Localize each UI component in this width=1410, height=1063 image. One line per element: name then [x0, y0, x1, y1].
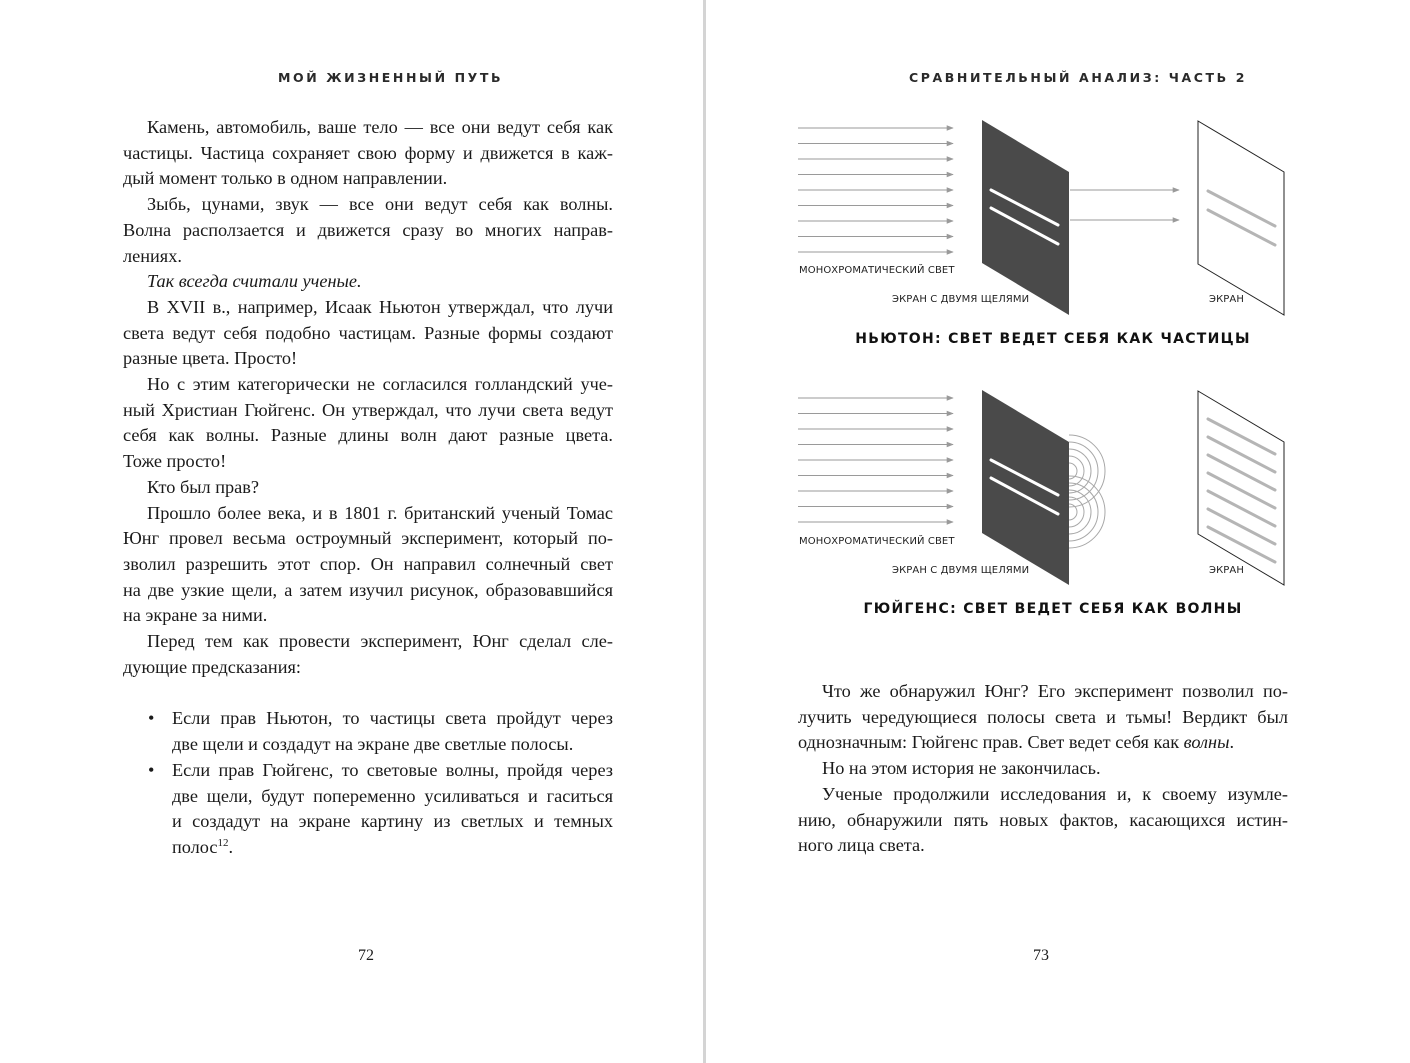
text-line: Перед тем как провести эксперимент, Юнг сделал сле-: [147, 631, 613, 652]
double-slit-barrier: [982, 120, 1069, 315]
screen-label: ЭКРАН: [1209, 294, 1244, 305]
newton-diagram-graphic: [798, 118, 1290, 318]
text-line: Но на этом история не закончилась.: [822, 758, 1101, 779]
text-line: лениях.: [123, 245, 182, 266]
light-source-label: МОНОХРОМАТИЧЕСКИЙ СВЕТ: [799, 265, 955, 276]
footnote-ref: 12: [217, 836, 229, 849]
page-number: 72: [358, 947, 374, 964]
text-line: Кто был прав?: [147, 476, 260, 497]
text-line: Прошло более века, и в 1801 г. британский ученый Томас: [147, 502, 613, 523]
text-line: частицы. Частица сохраняет свою форму и движется в каж-: [123, 142, 613, 163]
barrier-label: ЭКРАН С ДВУМЯ ЩЕЛЯМИ: [892, 294, 1030, 305]
running-head: МОЙ ЖИЗНЕННЫЙ ПУТЬ: [278, 70, 504, 85]
newton-caption: НЬЮТОН: СВЕТ ВЕДЕТ СЕБЯ КАК ЧАСТИЦЫ: [855, 331, 1251, 347]
running-head: СРАВНИТЕЛЬНЫЙ АНАЛИЗ: ЧАСТЬ 2: [909, 70, 1247, 85]
text-line: В XVII в., например, Исаак Ньютон утверждал, что лучи: [147, 296, 613, 317]
incident-light-rays: [798, 128, 953, 252]
page-number: 73: [1033, 947, 1049, 964]
text-line: дый момент только в одном направлении.: [123, 168, 448, 189]
text-line: зволил разрешить этот спор. Он направил солнечный свет: [123, 553, 613, 574]
list-item: [123, 706, 613, 757]
newton-diagram: [798, 118, 1290, 318]
text-fragment: .: [228, 836, 234, 857]
text-fragment: .: [1229, 732, 1235, 753]
body-text: [798, 679, 1288, 859]
text-line: Но с этим категорически не согласился голландский уче-: [147, 374, 613, 395]
huygens-diagram-graphic: [798, 388, 1290, 588]
detection-screen: [1198, 121, 1284, 315]
text-line: Юнг провел весьма остроумный эксперимент, который по-: [123, 528, 613, 549]
right-page: [706, 0, 1410, 1063]
text-fragment: однозначным: Гюйгенс прав. Свет ведет себя как: [798, 732, 1180, 753]
text-line: две щели, будут попеременно усиливаться и гаситься: [172, 785, 613, 806]
text-line: на две узкие щели, а затем изучил рисунок, образовавшийся: [123, 579, 613, 600]
text-line: разные цвета. Просто!: [123, 348, 298, 369]
text-line: Камень, автомобиль, ваше тело — все они ведут себя как: [147, 117, 613, 137]
text-line: • Если прав Гюйгенс, то световые волны, пройдя через: [172, 759, 613, 780]
light-source-label: МОНОХРОМАТИЧЕСКИЙ СВЕТ: [799, 536, 955, 547]
text-line: [172, 835, 613, 861]
text-line: и создадут на экране картину из светлых и темных: [172, 811, 613, 832]
text-line: Волна расползается и движется сразу во многих направ-: [123, 219, 613, 240]
text-line: дующие предсказания:: [123, 656, 301, 677]
italic-text: волны: [1183, 732, 1230, 753]
italic-line: [123, 269, 613, 295]
text-line: ного лица света.: [798, 835, 925, 856]
text-line: нию, обнаружили пять новых фактов, касающихся истин-: [798, 809, 1288, 830]
predictions-list: [123, 706, 613, 860]
text-line: ный Христиан Гюйгенс. Он утверждал, что лучи света ведут: [123, 399, 613, 420]
text-line: Тоже просто!: [123, 451, 227, 472]
screen-label: ЭКРАН: [1209, 565, 1244, 576]
text-line: Ученые продолжили исследования и, к своему изумле-: [822, 783, 1288, 804]
huygens-diagram: [798, 388, 1290, 588]
text-line: себя как волны. Разные длины волн дают разные цвета.: [123, 425, 613, 446]
text-line: на экране за ними.: [123, 605, 268, 626]
left-page: [0, 0, 703, 1063]
body-text: [123, 115, 613, 861]
text-line: две щели и создадут на экране две светлые полосы.: [172, 734, 574, 755]
barrier-label: ЭКРАН С ДВУМЯ ЩЕЛЯМИ: [892, 565, 1030, 576]
diffraction-waves: [1069, 435, 1105, 548]
italic-text: Так всегда считали ученые.: [147, 271, 362, 292]
list-item: [123, 758, 613, 861]
text-line: света ведут себя подобно частицам. Разные формы создают: [123, 322, 613, 343]
text-line: лучить чередующиеся полосы света и тьмы! Вердикт был: [798, 706, 1288, 727]
double-slit-barrier: [982, 390, 1069, 585]
text-fragment: полос: [172, 836, 218, 857]
text-line: Зыбь, цунами, звук — все они ведут себя как волны.: [147, 194, 613, 215]
incident-light-rays: [798, 398, 953, 522]
text-line: [798, 730, 1288, 756]
huygens-caption: ГЮЙГЕНС: СВЕТ ВЕДЕТ СЕБЯ КАК ВОЛНЫ: [863, 601, 1243, 617]
text-line: Что же обнаружил Юнг? Его эксперимент позволил по-: [822, 681, 1288, 701]
transmitted-rays: [1070, 190, 1179, 220]
text-line: • Если прав Ньютон, то частицы света пройдут через: [172, 708, 613, 729]
